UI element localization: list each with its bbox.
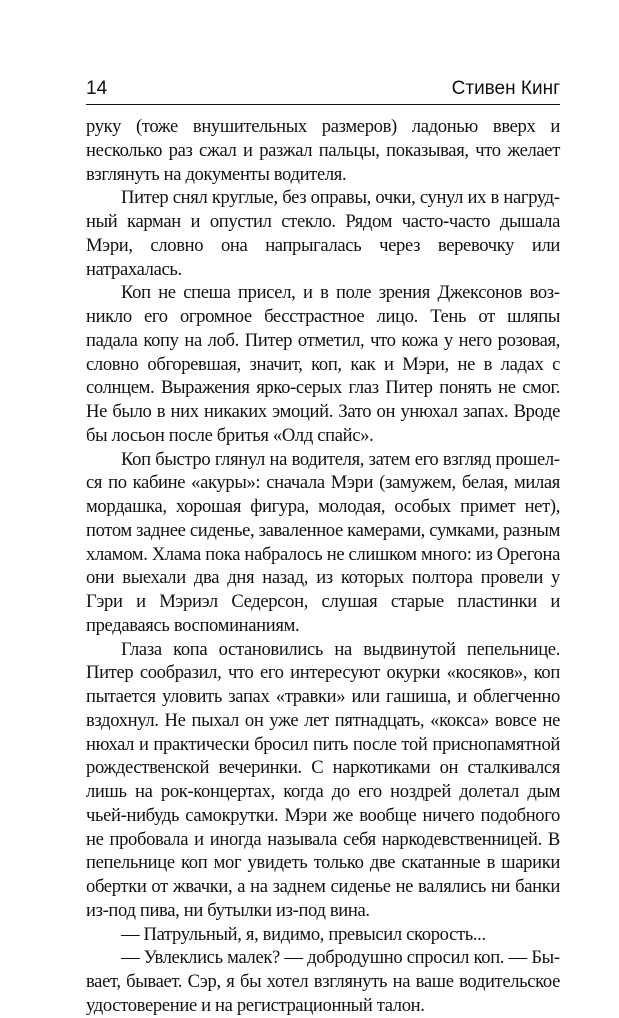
paragraph: Питер снял круглые, без оправы, очки, сунул их в нагрудный карман и опустил стекло. Рядом часто-часто дышала Мэри, словно она напрыгалась через веревочку или натрахалась. bbox=[86, 187, 560, 280]
page-header bbox=[86, 76, 560, 102]
paragraph: Глаза копа остановились на выдвинутой пепельнице. Питер сообразил, что его интересуют окурки «косяков», коп пытается уловить запах «травки» или гашиша, и облегченно вздохнул. Не пыхал он уже лет пятнадцать, «кокса» вовсе не нюхал и практически бросил пить после той приснопамятной рождественской вечеринки. С наркотиками он сталкивался лишь на рок-концертах, когда до его ноздрей долетал дым чьей-нибудь самокрутки. Мэри же вообще ничего подобного не пробовала и иногда называла себя наркодевственницей. В пепельнице коп мог увидеть только две скатанные в шарики обертки от жвачки, а на заднем сиденье не валялись ни банки из-под пива, ни бутылки из-под вина. bbox=[86, 638, 560, 921]
paragraph: Коп не спеша присел, и в поле зрения Джексонов возникло его огромное бесстрастное лицо. Тень от шляпы падала копу на лоб. Питер отметил, что кожа у него розовая, словно обгоревшая, значит, коп, как и Мэри, не в ладах с солнцем. Выражения ярко-серых глаз Питер понять не смог. Не было в них никаких эмоций. Зато он унюхал запах. Вроде бы лосьон после бритья «Олд спайс». bbox=[86, 282, 560, 446]
paragraph: Коп быстро глянул на водителя, затем его взгляд прошелся по кабине «акуры»: сначала Мэри (замужем, белая, милая мордашка, хорошая фигура, молодая, особых примет нет), потом заднее сиденье, заваленное камерами, сумками, разным хламом. Хлама пока набралось не слишком много: из Орегона они выехали два дня назад, из которых полтора провели у Гэри и Мэриэл Седерсон, слушая старые пластинки и предаваясь воспоминаниям. bbox=[86, 448, 560, 636]
header-rule bbox=[86, 104, 560, 105]
body-text bbox=[86, 115, 560, 1018]
paragraph: руку (тоже внушительных размеров) ладонью вверх и несколько раз сжал и разжал пальцы, показывая, что желает взглянуть на документы водителя. bbox=[86, 116, 560, 185]
dialogue-line: — Увлеклись малек? — добродушно спросил коп. — Бывает, бывает. Сэр, я бы хотел взглянуть на ваше водительское удостоверение и на регистрационный талон. bbox=[86, 947, 560, 1016]
dialogue-line: — Патрульный, я, видимо, превысил скорость... bbox=[121, 923, 486, 945]
page-number: 14 bbox=[86, 78, 108, 99]
running-title: Стивен Кинг bbox=[451, 78, 560, 99]
